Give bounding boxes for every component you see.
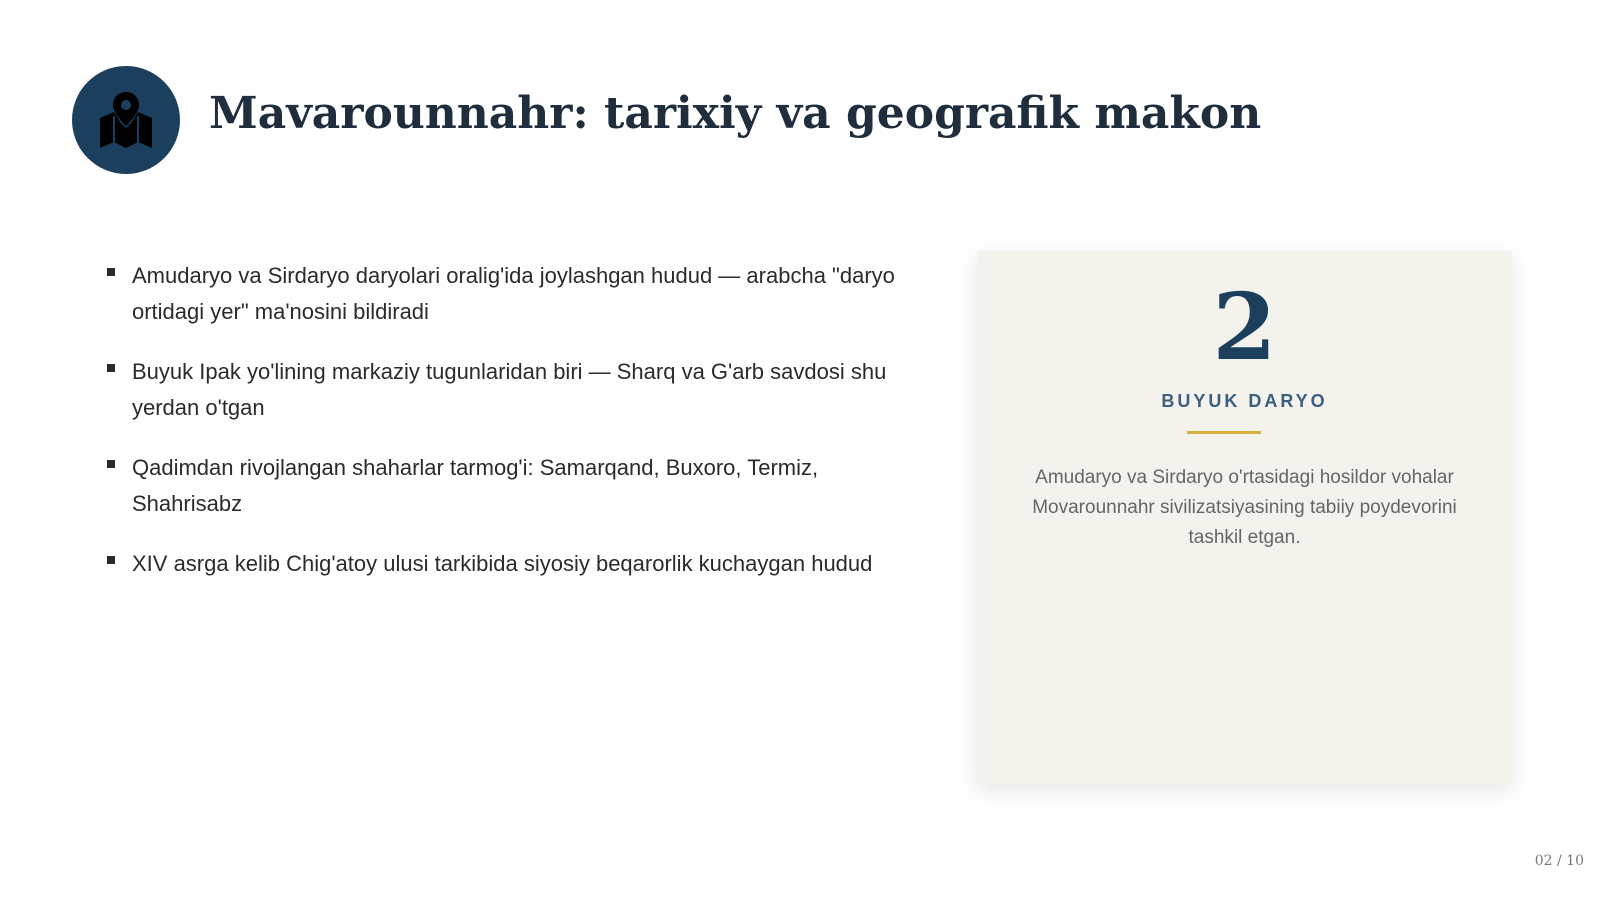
- stat-description: Amudaryo va Sirdaryo o'rtasidagi hosildor vohalar Movarounnahr sivilizatsiyasining tabiiy poydevorini tashkil etgan.: [1032, 467, 1457, 548]
- map-location-icon: [72, 66, 180, 174]
- bullet-list: [104, 258, 924, 606]
- bullet-marker: [107, 364, 115, 372]
- stat-label: BUYUK DARYO: [1161, 391, 1328, 411]
- accent-divider: [1187, 431, 1261, 434]
- list-item: [104, 258, 924, 330]
- page-title: Mavarounnahr: tarixiy va geografik makon: [209, 88, 1262, 139]
- bullet-text: XIV asrga kelib Chig'atoy ulusi tarkibida siyosiy beqarorlik kuchaygan hudud: [132, 551, 873, 576]
- bullet-marker: [107, 460, 115, 468]
- bullet-marker: [107, 268, 115, 276]
- list-item: [104, 450, 924, 522]
- bullet-text: Buyuk Ipak yo'lining markaziy tugunlaridan biri — Sharq va G'arb savdosi shu yerdan o'tgan: [132, 359, 887, 420]
- list-item: [104, 546, 924, 582]
- stat-number: 2: [1212, 273, 1277, 381]
- stat-card: [977, 251, 1512, 784]
- page-number: 02 / 10: [1534, 853, 1584, 869]
- bullet-marker: [107, 556, 115, 564]
- list-item: [104, 354, 924, 426]
- bullet-text: Qadimdan rivojlangan shaharlar tarmog'i: Samarqand, Buxoro, Termiz, Shahrisabz: [132, 455, 819, 516]
- bullet-text: Amudaryo va Sirdaryo daryolari oralig'ida joylashgan hudud — arabcha "daryo ortidagi yer" ma'nosini bildiradi: [132, 263, 895, 324]
